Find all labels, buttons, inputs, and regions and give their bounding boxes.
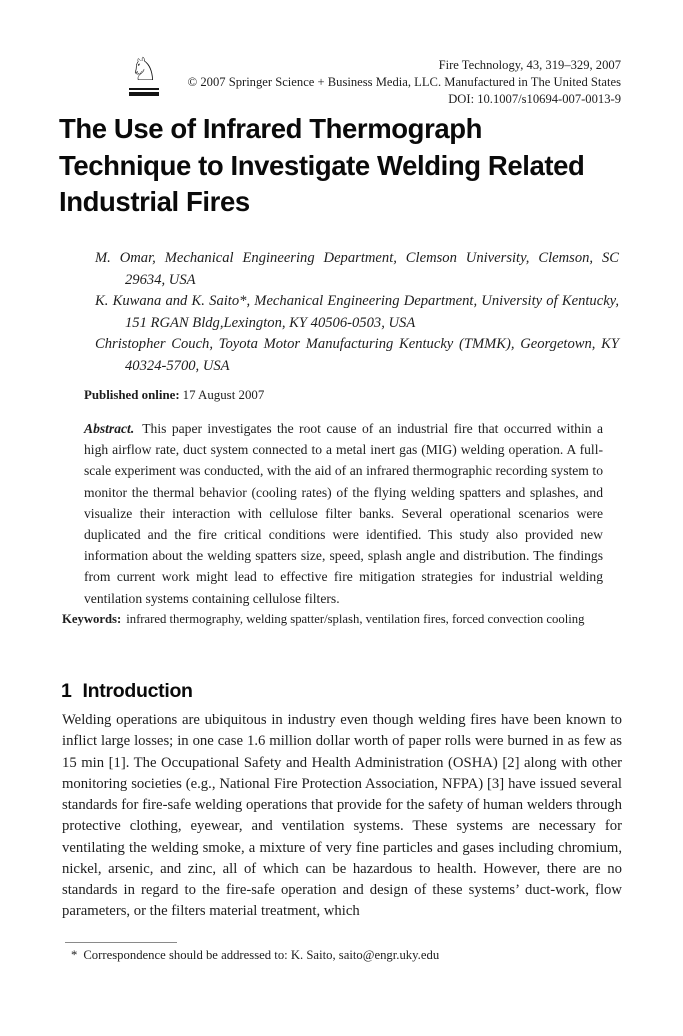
introduction-paragraph: Welding operations are ubiquitous in industry even though welding fires have been known to inflict large losses; in one case 1.6 million dollar worth of paper rolls were burned in as few as 15 min [1]. The Occupational Safety and Health Administration (OSHA) [2] along with other monitoring societies (e.g., National Fire Protection Association, NFPA) [3] have issued several standards for fire-safe welding operations that provide for the safety of human welders through protective clothing, eyewear, and ventilation systems. These systems are necessary for ventilating the welding smoke, a mixture of very fine particles and gases including chromium, nickel, arsenic, and zinc, all of which can be hazardous to health. However, there are no standards in regard to the fire-safe operation and design of these systems’ duct-work, flow parameters, or the filters material treatment, which — [62, 712, 622, 920]
author-entry-couch: Christopher Couch, Toyota Motor Manufacturing Kentucky (TMMK), Georgetown, KY 40324-5700, USA — [95, 336, 619, 374]
article-title — [59, 111, 649, 221]
journal-header — [188, 57, 621, 108]
author-entry-omar: M. Omar, Mechanical Engineering Department, Clemson University, Clemson, SC 29634, USA — [95, 250, 619, 288]
journal-citation-line: Fire Technology, 43, 319–329, 2007 — [438, 58, 621, 72]
keywords-label: Keywords: — [62, 612, 122, 626]
footnote-text: Correspondence should be addressed to: K. Saito, saito@engr.uky.edu — [83, 948, 440, 962]
abstract-label: Abstract. — [84, 421, 135, 436]
article-title-line-1: The Use of Infrared Thermograph — [59, 113, 483, 144]
doi-line: DOI: 10.1007/s10694-007-0013-9 — [448, 91, 621, 106]
keywords-line — [62, 612, 624, 627]
abstract-text: This paper investigates the root cause of an industrial fire that occurred within a high airflow rate, duct system connected to a metal inert gas (MIG) welding operation. A full-scale experiment was conducted, with the aid of an infrared thermographic recording system to monitor the thermal behavior (cooling rates) of the flying welding spatters and splashes, and visualize their interaction with cellulose filter banks. Several operational scenarios were duplicated and the fire critical conditions were identified. This study also provided new information about the welding spatters size, speed, splash angle and distribution. The findings from current work might lead to effective fire mitigation strategies for industrial welding ventilation systems containing cellulose filters. — [84, 421, 603, 606]
footnote-rule — [65, 942, 177, 943]
author-entry-kuwana-saito: K. Kuwana and K. Saito*, Mechanical Engineering Department, University of Kentucky, 151 RGAN Bldg,Lexington, KY 40506-0503, USA — [95, 293, 619, 331]
springer-knight-logo — [126, 52, 162, 96]
copyright-line: © 2007 Springer Science + Business Media, LLC. Manufactured in The United States — [187, 74, 621, 89]
logo-bar-thin — [129, 88, 159, 90]
published-online-label: Published online: — [84, 388, 180, 402]
section-title: Introduction — [82, 680, 193, 702]
knight-icon: ♘ — [129, 50, 159, 88]
section-heading-introduction — [61, 680, 193, 703]
section-number: 1 — [61, 680, 72, 702]
published-online-date: 17 August 2007 — [182, 388, 265, 402]
footnote-marker: * — [71, 948, 78, 962]
article-title-line-2: Technique to Investigate Welding Related — [59, 149, 585, 181]
article-title-line-3: Industrial Fires — [59, 186, 250, 217]
author-block — [95, 248, 619, 378]
keywords-text: infrared thermography, welding spatter/splash, ventilation fires, forced convection cooling — [126, 612, 585, 626]
abstract-paragraph — [84, 418, 603, 609]
published-online — [84, 388, 264, 403]
logo-bar-thick — [129, 92, 159, 96]
correspondence-footnote — [71, 948, 616, 963]
